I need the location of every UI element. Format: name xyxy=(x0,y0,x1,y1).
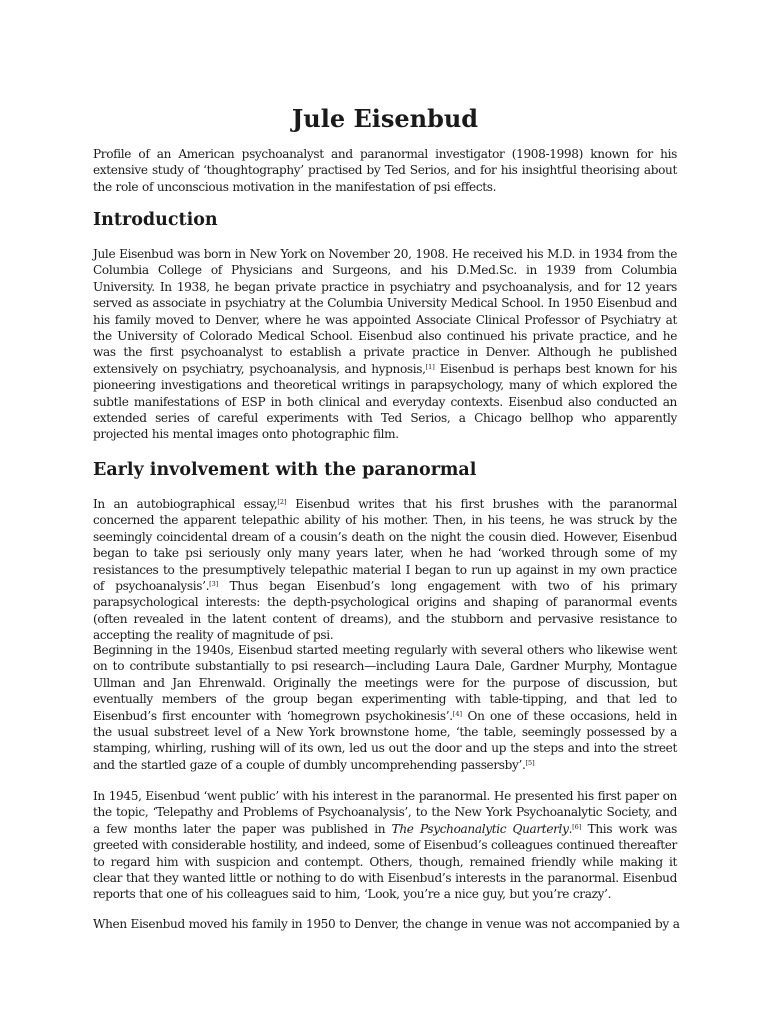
summary-paragraph: Profile of an American psychoanalyst and paranormal investigator (1908-1998) known for his extensive study of ‘thoughtography’ practised by Ted Serios, and for his insightful theorising about the role of unconscious motivation in the manifestation of psi effects. xyxy=(93,147,677,194)
introduction-paragraph: Jule Eisenbud was born in New York on November 20, 1908. He received his M.D. in 1934 from the Columbia College of Physicians and Surgeons, and his D.Med.Sc. in 1939 from Columbia University. In 1938, he began private practice in psychiatry and psychoanalysis, and for 12 years served as associate in psychiatry at the Columbia University Medical School. In 1950 Eisenbud and his family moved to Denver, where he was appointed Associate Clinical Professor of Psychiatry at the University of Colorado Medical School. Eisenbud also continued his private practice, and he was the first psychoanalyst to establish a private practice in Denver. Although he published extensively on psychiatry, psychoanalysis, and hypnosis,[1] Eisenbud is perhaps best known for his pioneering investigations and theoretical writings in parapsychology, many of which explored the subtle manifestations of ESP in both clinical and everyday contexts. Eisenbud also conducted an extended series of careful experiments with Ted Serios, a Chicago bellhop who apparently projected his mental images onto photographic film. xyxy=(93,247,677,442)
footnote-ref-5[interactable]: [5] xyxy=(525,758,535,767)
footnote-ref-4[interactable]: [4] xyxy=(452,709,462,718)
footnote-ref-1[interactable]: [1] xyxy=(425,362,435,371)
section-heading-early-involvement: Early involvement with the paranormal xyxy=(93,460,477,480)
footnote-ref-6[interactable]: [6] xyxy=(572,822,582,831)
early-paragraph-2: Beginning in the 1940s, Eisenbud started meeting regularly with several others who likewise went on to contribute substantially to psi research—including Laura Dale, Gardner Murphy, Montague Ullman and Jan Ehrenwald. Originally the meetings were for the purpose of discussion, but eventually members of the group began experimenting with table-tipping, and that led to Eisenbud’s first encounter with ‘homegrown psychokinesis’.[4] On one of these occasions, held in the usual substreet level of a New York brownstone home, ‘the table, seemingly possessed by a stamping, whirling, rushing will of its own, led us out the door and up the steps and into the street and the startled gaze of a couple of dumbly uncomprehending passersby’.[5] xyxy=(93,643,678,772)
early-paragraph-4: When Eisenbud moved his family in 1950 to Denver, the change in venue was not accompanied by a xyxy=(93,917,680,931)
section-heading-introduction: Introduction xyxy=(93,210,218,230)
early-paragraph-1: In an autobiographical essay,[2] Eisenbud writes that his first brushes with the paranormal concerned the apparent telepathic ability of his mother. Then, in his teens, he was struck by the seemingly coincidental dream of a cousin’s death on the night the cousin died. However, Eisenbud began to take psi seriously only many years later, when he had ‘worked through some of my resistances to the presumptively telepathic material I began to run up against in my own practice of psychoanalysis’.[3] Thus began Eisenbud’s long engagement with two of his primary parapsychological interests: the depth-psychological origins and shaping of paranormal events (often revealed in the latent content of dreams), and the stubborn and pervasive resistance to accepting the reality of magnitude of psi. xyxy=(93,497,678,643)
footnote-ref-2[interactable]: [2] xyxy=(277,498,287,506)
page-title: Jule Eisenbud xyxy=(291,104,479,133)
footnote-ref-3[interactable]: [3] xyxy=(209,580,219,589)
journal-title: The Psychoanalytic Quarterly xyxy=(391,821,569,836)
early-paragraph-3: In 1945, Eisenbud ‘went public’ with his interest in the paranormal. He presented his first paper on the topic, ‘Telepathy and Problems of Psychoanalysis’, to the New York Psychoanalytic Society, and a few months later the paper was published in The Psychoanalytic Quarterly.[6] This work was greeted with considerable hostility, and indeed, some of Eisenbud’s colleagues continued thereafter to regard him with suspicion and contempt. Others, though, remained friendly while making it clear that they wanted little or nothing to do with Eisenbud’s interests in the paranormal. Eisenbud reports that one of his colleagues said to him, ‘Look, you’re a nice guy, but you’re crazy’. xyxy=(93,789,677,902)
